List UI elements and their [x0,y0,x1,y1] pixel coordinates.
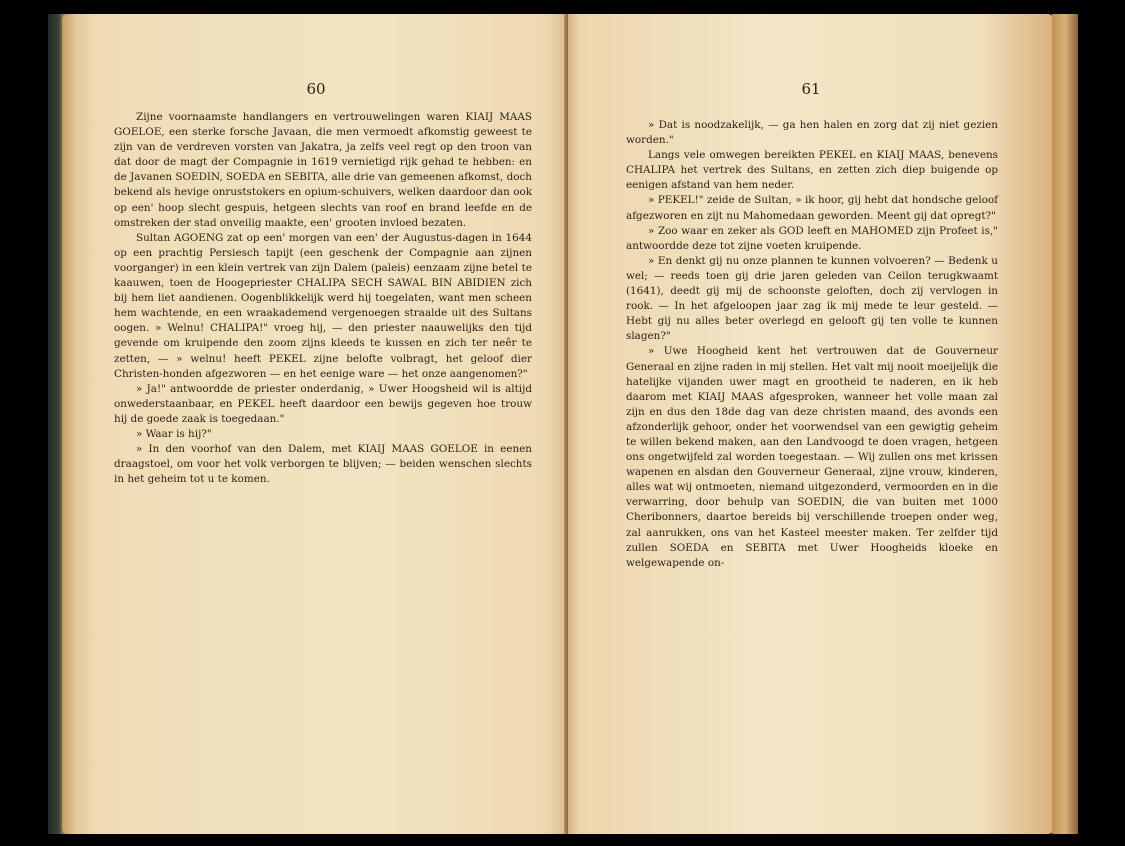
paragraph: » Uwe Hoogheid kent het vertrouwen dat de Gouverneur Generaal en zijne raden in mij stellen. Het valt mij nooit moeijelijk die hatelijke vijanden uwer magt en grootheid te naderen, en ik heb daarom met KIAIJ MAAS afgesproken, wanneer het volle maan zal zijn en dus den 18de dag van deze christen maand, des avonds een afzonderlijk gehoor, onder het voorwendsel van een gewigtig geheim te willen bekend maken, aan den Landvoogd te doen vragen, hetgeen ons ongetwijfeld zal worden toegestaan. — Wij zullen ons met krissen wapenen en alsdan den Gouverneur Generaal, zijne vrouw, kinderen, alles wat wij ontmoeten, niemand uitgezonderd, vermoorden en in die verwarring, door behulp van SOEDIN, die van buiten met 1000 Cheribonners, daartoe bereids bij verschillende troepen onder weg, zal aanrukken, ons van het Kasteel meester maken. Ter zelfder tijd zullen SOEDA en SEBITA met Uwer Hoogheids kloeke en welgewapende on- [626,345,998,569]
paragraph: » En denkt gij nu onze plannen te kunnen volvoeren? — Bedenk u wel; — reeds toen gij drie jaren geleden van Ceilon terugkwaamt (1641), deedt gij mij de schoonste geloften, doch zij vervlogen in rook. — In het afgeloopen jaar zag ik mij mede te leur gesteld. — Hebt gij nu alles beter overlegd en gelooft gij ten volle te kunnen slagen?" [626,254,998,343]
left-page [62,14,570,834]
paragraph: » In den voorhof van den Dalem, met KIAIJ MAAS GOELOE in eenen draagstoel, om voor het volk verborgen te blijven; — beiden wenschen slechts in het geheim tot u te komen. [114,443,532,486]
right-page [568,14,1054,834]
paragraph: » PEKEL!" zeide de Sultan, » ik hoor, gij hebt dat hondsche geloof afgezworen en zijt nu Mahomedaan geworden. Meent gij dat opregt?" [626,194,998,222]
paragraph: » Waar is hij?" [136,427,212,440]
page-text [626,118,998,571]
paragraph: Zijne voornaamste handlangers en vertrouwelingen waren KIAIJ MAAS GOELOE, een sterke forsche Javaan, die men vermoedt afkomstig geweest te zijn van de verdreven vorsten van Jakatra, ja zelfs veel regt op den troon van dat door de magt der Compagnie in 1619 vernietigd rijk gehad te hebben: en de Javanen SOEDIN, SOEDA en SEBITA, alle drie van gemeenen afkomst, doch bekend als hevige onruststokers en opium-schuivers, welken daardoor dan ook op een' hoop slecht gespuis, hetgeen slechts van roof en brand leefde en de omstreken der stad onveilig maakte, een' grooten invloed bezaten. [114,111,532,229]
open-book [48,14,1078,834]
paragraph: » Dat is noodzakelijk, — ga hen halen en zorg dat zij niet gezien worden." [626,119,998,147]
page-number: 60 [306,80,326,98]
page-text [114,110,532,487]
paragraph: Sultan AGOENG zat op een' morgen van een' der Augustus-dagen in 1644 op een prachtig Persiesch tapijt (een geschenk der Compagnie aan zijnen voorganger) in een klein vertrek van zijn Dalem (paleis) eenzaam zijne betel te kaauwen, toen de Hoogepriester CHALIPA SECH SAWAL BIN ABIDIEN zich bij hem liet aandienen. Oogenblikkelijk werd hij toegelaten, want men scheen hem wachtende, en een wraakademend vergenoegen straalde uit des Sultans oogen. » Welnu! CHALIPA!" vroeg hij, — den priester naauwelijks den tijd gevende om kruipende den zoom zijns kleeds te kussen en zich ter neêr te zetten, — » welnu! heeft PEKEL zijne belofte volbragt, het geloof dier Christen-honden afgezworen — en het eenige ware — het onze aangenomen?" [114,231,532,380]
paragraph: » Zoo waar en zeker als GOD leeft en MAHOMED zijn Profeet is," antwoordde deze tot zijne voeten kruipende. [626,224,998,252]
page-number: 61 [801,80,821,98]
paragraph: » Ja!" antwoordde de priester onderdanig, » Uwer Hoogsheid wil is altijd onwederstaanbaar, en PEKEL heeft daardoor een bewijs gegeven hoe trouw hij de goede zaak is toegedaan." [114,382,532,425]
paragraph: Langs vele omwegen bereikten PEKEL en KIAIJ MAAS, benevens CHALIPA het vertrek des Sultans, en zetten zich diep buigende op eenigen afstand van hem neder. [626,149,998,192]
book-page-edges-right [1052,14,1078,834]
